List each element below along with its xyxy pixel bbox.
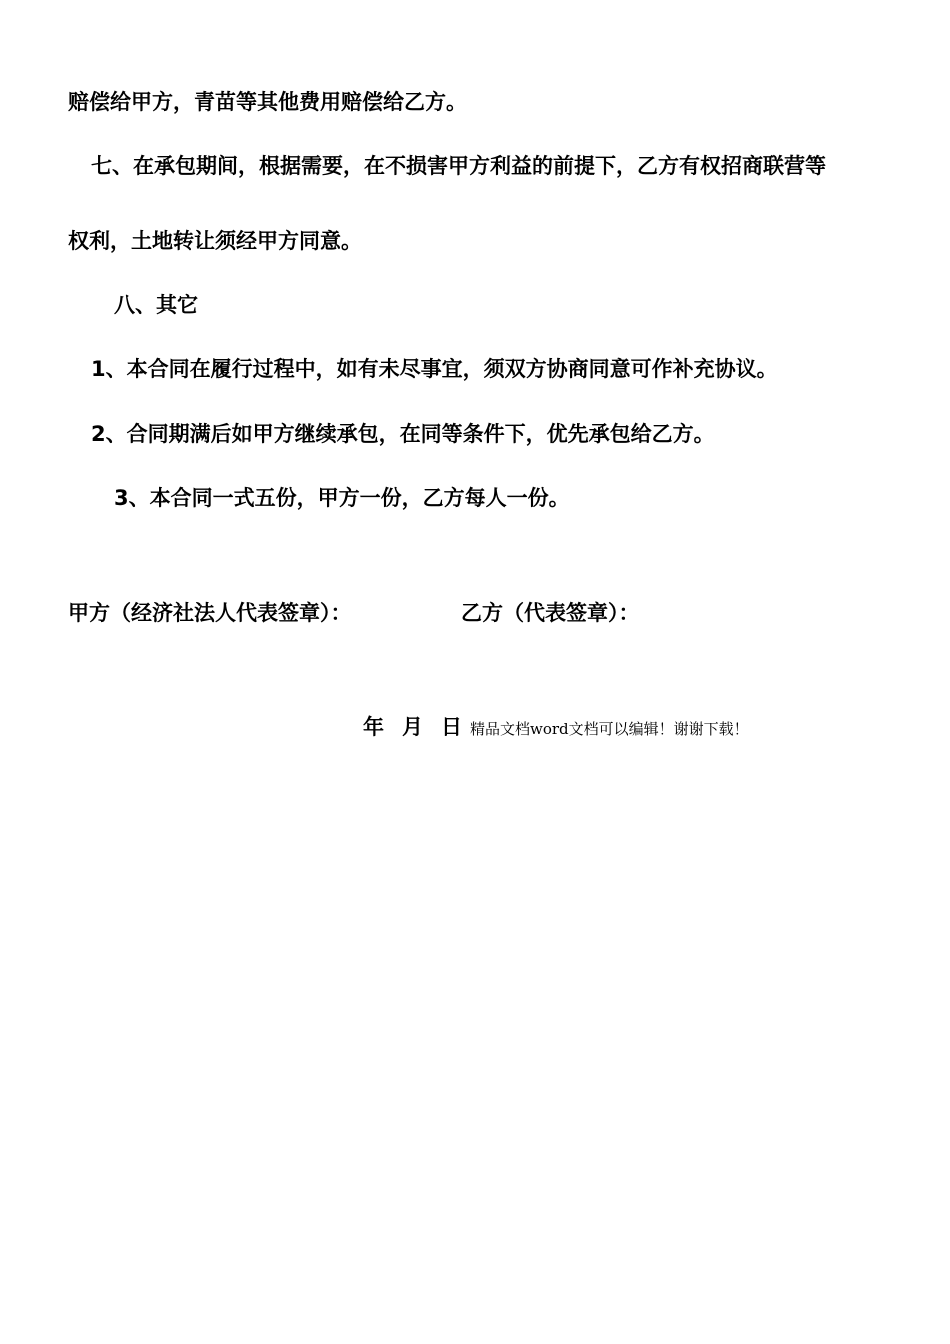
footer-note: 精品文档word文档可以编辑！谢谢下载！	[470, 720, 749, 738]
date-day: 日	[441, 715, 462, 739]
clause-two: 2、合同期满后如甲方继续承包，在同等条件下，优先承包给乙方。	[91, 422, 715, 446]
signature-party-b: 乙方（代表签章）：	[461, 601, 640, 625]
date-year: 年	[363, 715, 384, 739]
paragraph-compensation: 赔偿给甲方，青苗等其他费用赔偿给乙方。	[68, 90, 467, 114]
date-month: 月	[402, 715, 423, 739]
clause-one: 1、本合同在履行过程中，如有未尽事宜，须双方协商同意可作补充协议。	[91, 357, 778, 381]
clause-three: 3、本合同一式五份，甲方一份，乙方每人一份。	[114, 486, 570, 510]
signature-party-a: 甲方（经济社法人代表签章）：	[68, 601, 352, 625]
date-line	[363, 713, 749, 743]
paragraph-seven-continued: 权利，土地转让须经甲方同意。	[68, 229, 362, 253]
paragraph-seven: 七、在承包期间，根据需要，在不损害甲方利益的前提下，乙方有权招商联营等	[91, 154, 826, 178]
section-heading-eight: 八、其它	[114, 293, 198, 317]
